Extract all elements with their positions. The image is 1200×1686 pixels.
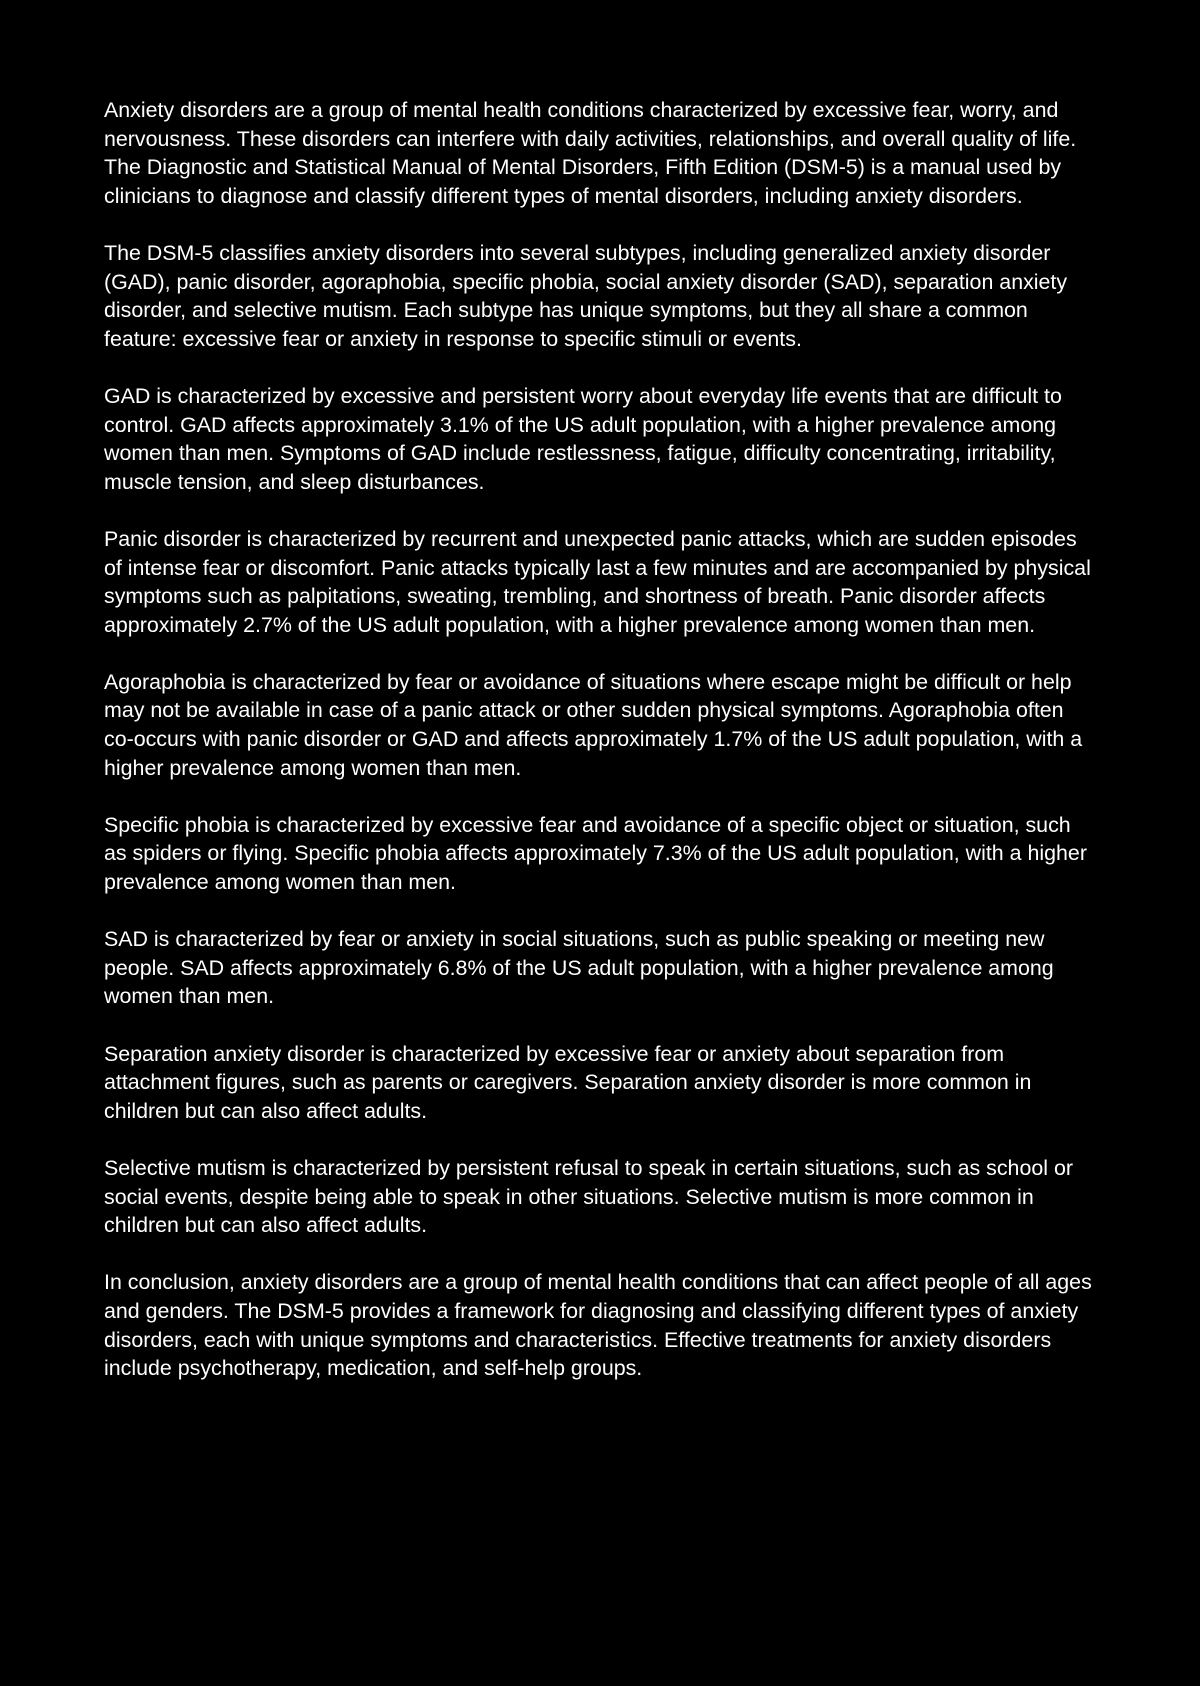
- paragraph-separation-anxiety: Separation anxiety disorder is characterized by excessive fear or anxiety about separation from attachment figures, such as parents or caregivers. Separation anxiety disorder is more common in children but can also affect adults.: [104, 1041, 1032, 1123]
- document-body: [104, 96, 1094, 1383]
- paragraph-specific-phobia: Specific phobia is characterized by excessive fear and avoidance of a specific object or situation, such as spiders or flying. Specific phobia affects approximately 7.3% of the US adult population, with a higher prevalence among women than men.: [104, 812, 1087, 895]
- paragraph-panic-disorder: Panic disorder is characterized by recurrent and unexpected panic attacks, which are sudden episodes of intense fear or discomfort. Panic attacks typically last a few minutes and are accompanied by physical symptoms such as palpitations, sweating, trembling, and shortness of breath. Panic disorder affects approximately 2.7% of the US adult population, with a higher prevalence among women than men.: [104, 526, 1091, 637]
- paragraph-intro: Anxiety disorders are a group of mental health conditions characterized by excessive fear, worry, and nervousness. These disorders can interfere with daily activities, relationships, and overall quality of life. The Diagnostic and Statistical Manual of Mental Disorders, Fifth Edition (DSM-5) is a manual used by clinicians to diagnose and classify different types of mental disorders, including anxiety disorders.: [104, 98, 1077, 208]
- paragraph-dsm5-subtypes: The DSM-5 classifies anxiety disorders into several subtypes, including generalized anxiety disorder (GAD), panic disorder, agoraphobia, specific phobia, social anxiety disorder (SAD), separation anxiety disorder, and selective mutism. Each subtype has unique symptoms, but they all share a common feature: excessive fear or anxiety in response to specific stimuli or events.: [104, 240, 1068, 351]
- paragraph-selective-mutism: Selective mutism is characterized by persistent refusal to speak in certain situations, such as school or social events, despite being able to speak in other situations. Selective mutism is more common in children but can also affect adults.: [104, 1155, 1073, 1238]
- paragraph-conclusion: In conclusion, anxiety disorders are a group of mental health conditions that can affect people of all ages and genders. The DSM-5 provides a framework for diagnosing and classifying different types of anxiety disorders, each with unique symptoms and characteristics. Effective treatments for anxiety disorders include psychotherapy, medication, and self-help groups.: [104, 1270, 1092, 1381]
- paragraph-sad: SAD is characterized by fear or anxiety in social situations, such as public speaking or meeting new people. SAD affects approximately 6.8% of the US adult population, with a higher prevalence among women than men.: [104, 927, 1054, 1009]
- paragraph-gad: GAD is characterized by excessive and persistent worry about everyday life events that are difficult to control. GAD affects approximately 3.1% of the US adult population, with a higher prevalence among women than men. Symptoms of GAD include restlessness, fatigue, difficulty concentrating, irritability, muscle tension, and sleep disturbances.: [104, 383, 1062, 494]
- paragraph-agoraphobia: Agoraphobia is characterized by fear or avoidance of situations where escape might be difficult or help may not be available in case of a panic attack or other sudden physical symptoms. Agoraphobia often co-occurs with panic disorder or GAD and affects approximately 1.7% of the US adult population, with a higher prevalence among women than men.: [104, 669, 1083, 780]
